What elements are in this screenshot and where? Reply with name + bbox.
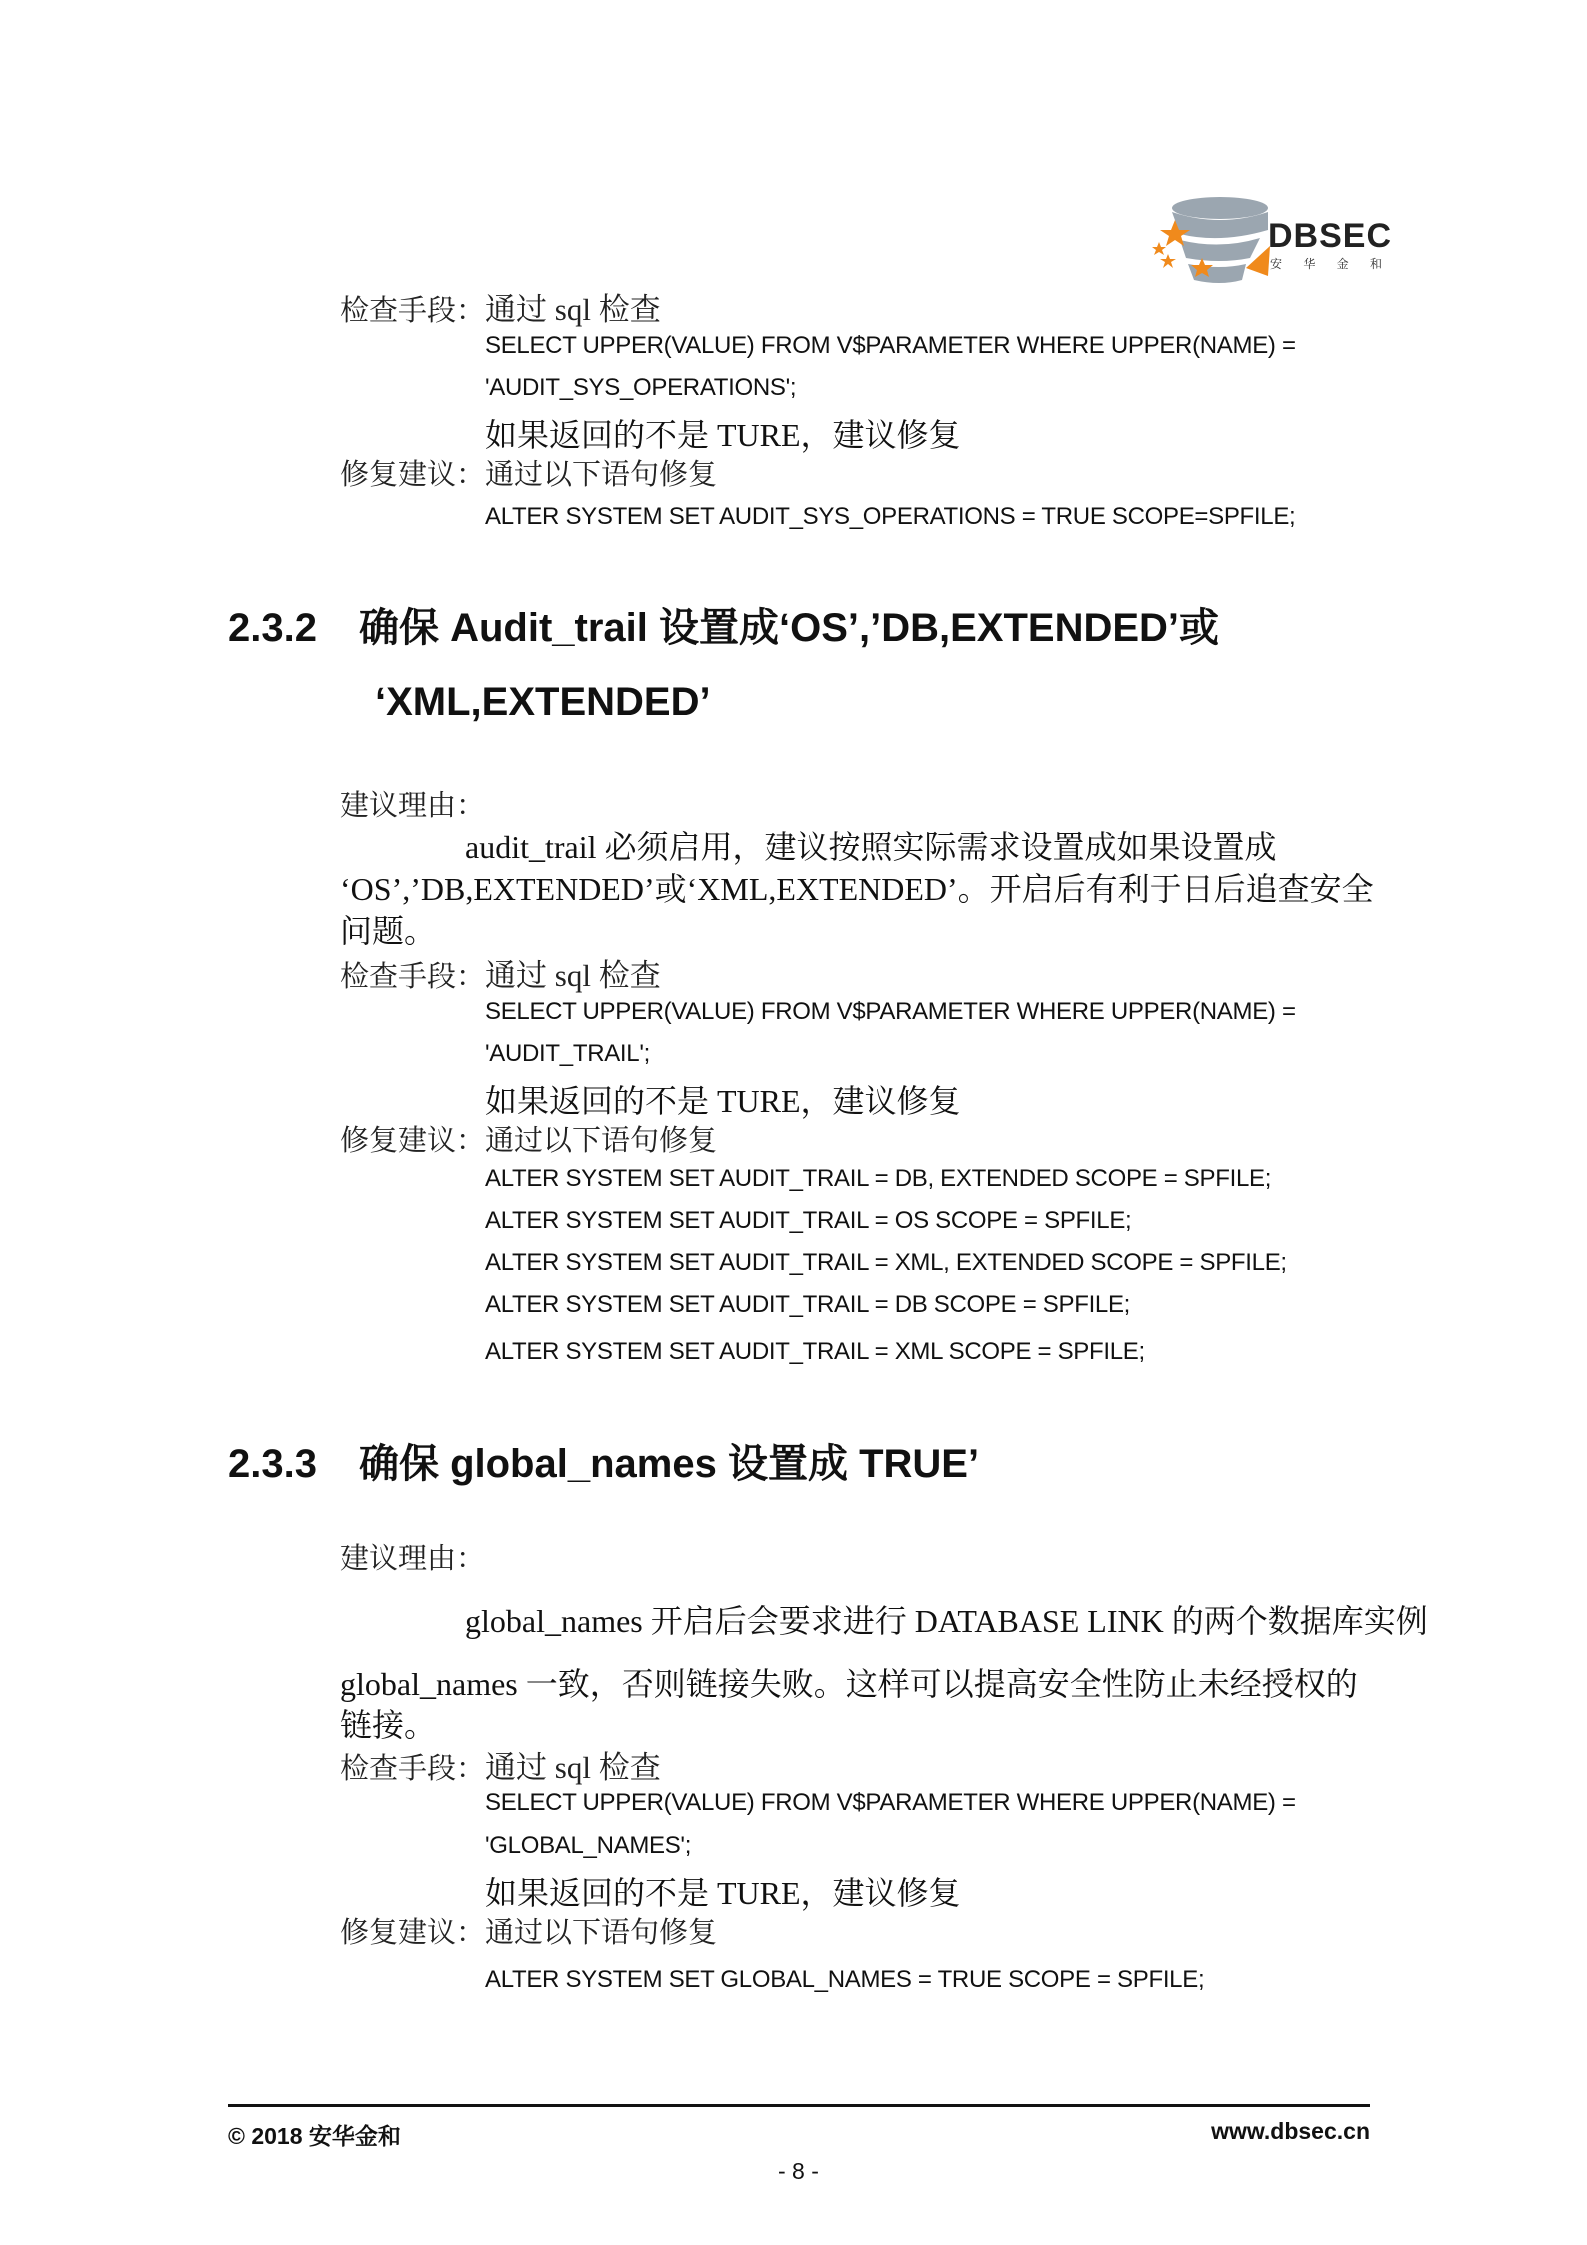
- section-heading: [228, 1432, 979, 1489]
- sql-fix-statement: ALTER SYSTEM SET AUDIT_TRAIL = OS SCOPE = SPFILE;: [485, 1207, 1132, 1234]
- reason-label: 建议理由：: [340, 1543, 486, 1575]
- fix-label: 修复建议：通过以下语句修复: [340, 1125, 718, 1157]
- sql-check-line: 'AUDIT_TRAIL';: [485, 1040, 650, 1067]
- reason-text: audit_trail 必须启用，建议按照实际需求设置成如果设置成: [465, 829, 1277, 865]
- fix-label: 修复建议：通过以下语句修复: [340, 459, 718, 491]
- section-title-cont: ‘XML,EXTENDED’: [375, 680, 711, 724]
- reason-text: global_names 开启后会要求进行 DATABASE LINK 的两个数据库实例: [465, 1603, 1428, 1639]
- reason-text: ‘OS’,’DB,EXTENDED’或‘XML,EXTENDED’。开启后有利于日后追查安全: [340, 871, 1374, 907]
- section-number: 2.3.2: [228, 606, 317, 650]
- footer-copyright: © 2018 安华金和: [228, 2123, 401, 2149]
- logo-brand: DBSEC: [1268, 217, 1393, 255]
- dbsec-logo: [1150, 180, 1393, 290]
- reason-text: 链接。: [340, 1707, 437, 1743]
- section-title: 确保 Audit_trail 设置成‘OS’,’DB,EXTENDED’或: [358, 606, 1220, 650]
- sql-fix-statement: ALTER SYSTEM SET AUDIT_TRAIL = XML SCOPE = SPFILE;: [485, 1338, 1145, 1365]
- check-method-label: 检查手段：通过 sql 检查: [340, 958, 661, 993]
- section-heading: [228, 596, 1219, 653]
- sql-check-line: SELECT UPPER(VALUE) FROM V$PARAMETER WHERE UPPER(NAME) =: [485, 332, 1296, 359]
- footer-website-link[interactable]: www.dbsec.cn: [1211, 2118, 1370, 2144]
- sql-check-line: 'AUDIT_SYS_OPERATIONS';: [485, 374, 797, 401]
- reason-text: 问题。: [340, 913, 437, 949]
- page-number: - 8 -: [778, 2158, 819, 2184]
- reason-label: 建议理由：: [340, 790, 486, 822]
- section-title: 确保 global_names 设置成 TRUE’: [358, 1442, 980, 1486]
- reason-text: global_names 一致，否则链接失败。这样可以提高安全性防止未经授权的: [340, 1666, 1358, 1702]
- sql-fix-statement: ALTER SYSTEM SET AUDIT_SYS_OPERATIONS = TRUE SCOPE=SPFILE;: [485, 503, 1296, 530]
- sql-check-line: SELECT UPPER(VALUE) FROM V$PARAMETER WHERE UPPER(NAME) =: [485, 1789, 1296, 1816]
- sql-check-line: SELECT UPPER(VALUE) FROM V$PARAMETER WHERE UPPER(NAME) =: [485, 998, 1296, 1025]
- fix-label: 修复建议：通过以下语句修复: [340, 1917, 718, 1949]
- sql-fix-statement: ALTER SYSTEM SET AUDIT_TRAIL = DB, EXTENDED SCOPE = SPFILE;: [485, 1165, 1272, 1192]
- sql-fix-statement: ALTER SYSTEM SET GLOBAL_NAMES = TRUE SCOPE = SPFILE;: [485, 1966, 1205, 1993]
- footer-divider: [228, 2104, 1370, 2107]
- check-method-label: 检查手段：通过 sql 检查: [340, 1750, 661, 1785]
- check-note: 如果返回的不是 TURE，建议修复: [485, 417, 961, 453]
- sql-fix-statement: ALTER SYSTEM SET AUDIT_TRAIL = XML, EXTENDED SCOPE = SPFILE;: [485, 1249, 1287, 1276]
- sql-check-line: 'GLOBAL_NAMES';: [485, 1832, 692, 1859]
- check-note: 如果返回的不是 TURE，建议修复: [485, 1083, 961, 1119]
- sql-fix-statement: ALTER SYSTEM SET AUDIT_TRAIL = DB SCOPE = SPFILE;: [485, 1291, 1131, 1318]
- logo-subtitle: 安 华 金 和: [1270, 257, 1392, 271]
- section-number: 2.3.3: [228, 1442, 317, 1486]
- check-method-label: 检查手段：通过 sql 检查: [340, 292, 661, 327]
- check-note: 如果返回的不是 TURE，建议修复: [485, 1875, 961, 1911]
